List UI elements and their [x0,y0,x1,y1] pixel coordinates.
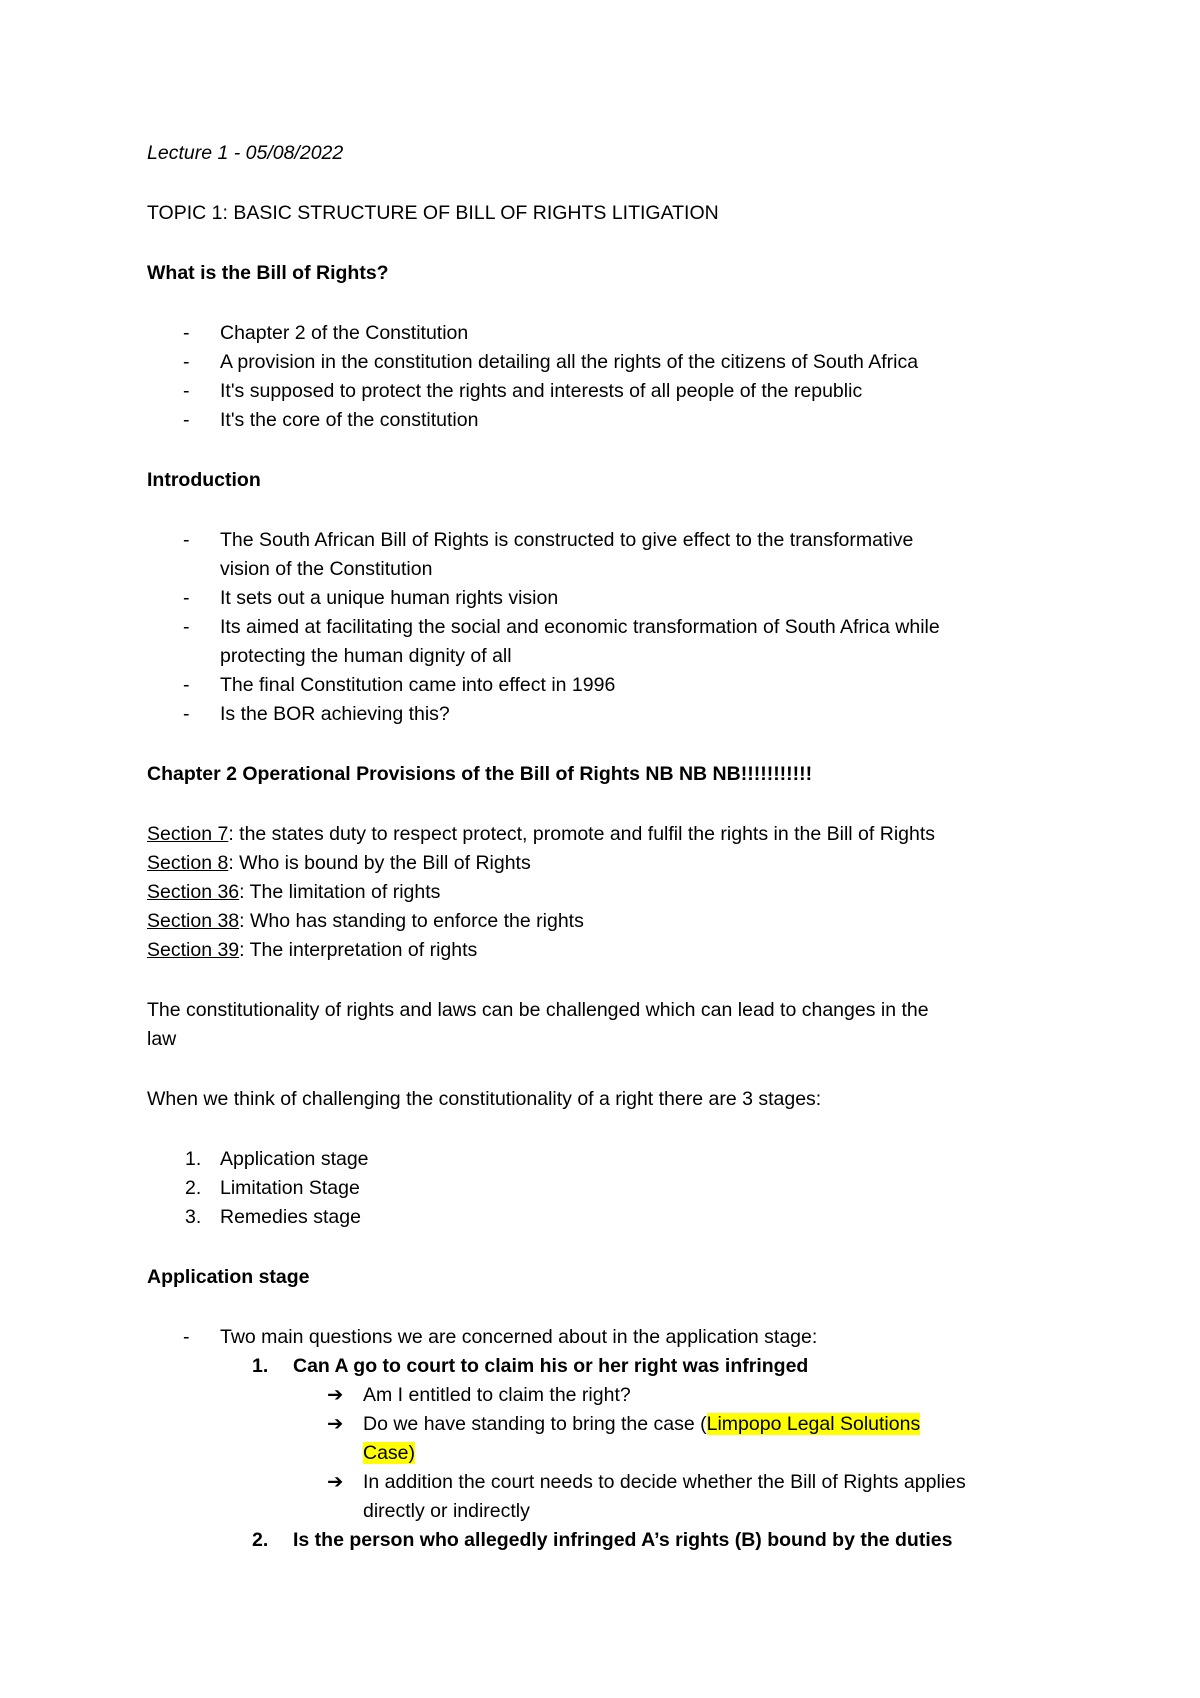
section-ref-label: Section 7 [147,823,229,845]
section-reference [147,820,1100,849]
dash-bullet: - [183,409,190,431]
dash-bullet: - [183,674,190,696]
application-stage-list [147,1323,1100,1555]
list-item [147,1323,1100,1352]
list-item-text: Two main questions we are concerned about in the application stage: [220,1326,818,1348]
dash-bullet: - [183,529,190,551]
dash-bullet: - [183,587,190,609]
section-ref-label: Section 39 [147,939,240,961]
arrow-item [147,1468,1100,1497]
list-item-text: Chapter 2 of the Constitution [220,322,469,344]
list-item [147,377,1100,406]
lecture-date-line: Lecture 1 - 05/08/2022 [147,142,344,164]
dash-bullet: - [183,703,190,725]
arrow-item-text: directly or indirectly [363,1500,530,1522]
dash-bullet: - [183,351,190,373]
list-item [147,348,1100,377]
section-reference [147,849,1100,878]
dash-bullet: - [183,616,190,638]
heading-introduction: Introduction [147,469,261,491]
list-item-text: Its aimed at facilitating the social and economic transformation of South Africa while [220,616,940,638]
paragraph-line: law [147,1028,177,1050]
list-item [147,319,1100,348]
section-reference [147,907,1100,936]
section-reference-list [147,820,1100,965]
arrow-item [147,1410,1100,1439]
number-marker: 2. [185,1177,202,1199]
highlighted-case-name: Case) [363,1442,416,1464]
stages-numbered-list [147,1145,1100,1232]
paragraph-line: The constitutionality of rights and laws can be challenged which can lead to changes in the [147,999,929,1021]
list-item [147,526,1100,555]
list-item-text: The South African Bill of Rights is constructed to give effect to the transformative [220,529,914,551]
question-text: Can A go to court to claim his or her right was infringed [293,1355,809,1377]
topic-title: TOPIC 1: BASIC STRUCTURE OF BILL OF RIGHTS LITIGATION [147,202,719,224]
list-item-text: It's supposed to protect the rights and interests of all people of the republic [220,380,863,402]
dash-bullet: - [183,380,190,402]
section-ref-desc: : The interpretation of rights [239,939,478,961]
heading-application-stage: Application stage [147,1266,310,1288]
arrow-bullet-icon: ➔ [327,1384,344,1406]
arrow-bullet-icon: ➔ [327,1471,344,1493]
number-marker: 1. [252,1355,269,1377]
question-text: Is the person who allegedly infringed A’s rights (B) bound by the duties [293,1529,953,1551]
section-ref-label: Section 8 [147,852,229,874]
section-reference [147,936,1100,965]
list-item-text: vision of the Constitution [220,558,433,580]
numbered-question [147,1352,1100,1381]
dash-bullet: - [183,1326,190,1348]
list-item [147,584,1100,613]
number-marker: 1. [185,1148,202,1170]
what-is-bor-list [147,319,1100,435]
list-item-text: A provision in the constitution detailing all the rights of the citizens of South Africa [220,351,919,373]
paragraph-constitutionality [147,996,1100,1054]
section-ref-desc: : The limitation of rights [239,881,441,903]
section-ref-label: Section 38 [147,910,240,932]
section-ref-label: Section 36 [147,881,240,903]
section-ref-desc: : Who is bound by the Bill of Rights [228,852,531,874]
numbered-item [147,1145,1100,1174]
arrow-item-text: In addition the court needs to decide whether the Bill of Rights applies [363,1471,966,1493]
arrow-item-text: Do we have standing to bring the case ( [363,1413,707,1435]
arrow-item-text: Am I entitled to claim the right? [363,1384,631,1406]
list-item [147,671,1100,700]
highlighted-case-name: Limpopo Legal Solutions [706,1413,921,1435]
list-item-continuation [147,555,1100,584]
section-ref-desc: : Who has standing to enforce the rights [239,910,584,932]
arrow-item-continuation [147,1439,1100,1468]
numbered-item-text: Remedies stage [220,1206,361,1228]
dash-bullet: - [183,322,190,344]
list-item [147,406,1100,435]
arrow-item [147,1381,1100,1410]
numbered-item [147,1203,1100,1232]
arrow-item-continuation [147,1497,1100,1526]
heading-what-is-bill-of-rights: What is the Bill of Rights? [147,262,389,284]
list-item-text: protecting the human dignity of all [220,645,512,667]
list-item-text: The final Constitution came into effect in 1996 [220,674,616,696]
heading-chapter2-operational-provisions: Chapter 2 Operational Provisions of the Bill of Rights NB NB NB!!!!!!!!!!! [147,763,813,785]
paragraph-three-stages: When we think of challenging the constitutionality of a right there are 3 stages: [147,1088,822,1110]
list-item-text: It sets out a unique human rights vision [220,587,559,609]
number-marker: 3. [185,1206,202,1228]
list-item-text: It's the core of the constitution [220,409,479,431]
section-reference [147,878,1100,907]
list-item-continuation [147,642,1100,671]
numbered-item [147,1174,1100,1203]
arrow-bullet-icon: ➔ [327,1413,344,1435]
list-item [147,613,1100,642]
number-marker: 2. [252,1529,269,1551]
numbered-question [147,1526,1100,1555]
introduction-list [147,526,1100,729]
list-item [147,700,1100,729]
numbered-item-text: Application stage [220,1148,369,1170]
section-ref-desc: : the states duty to respect protect, promote and fulfil the rights in the Bill of Rights [228,823,936,845]
list-item-text: Is the BOR achieving this? [220,703,450,725]
numbered-item-text: Limitation Stage [220,1177,360,1199]
